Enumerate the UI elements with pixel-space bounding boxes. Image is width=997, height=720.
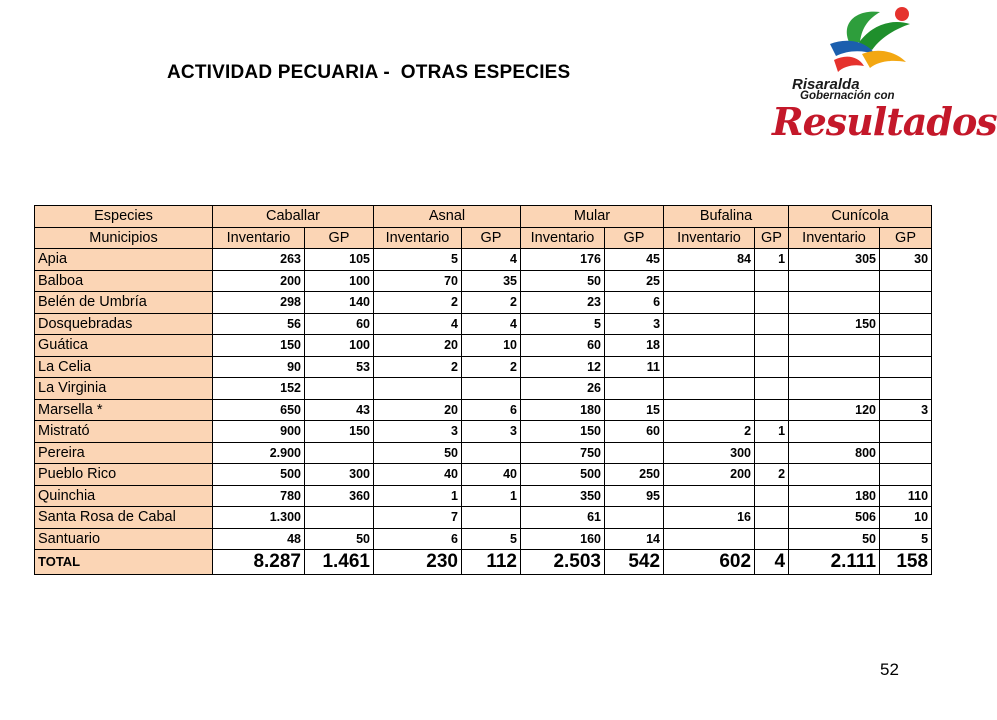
value-cell: 750: [521, 442, 605, 464]
value-cell: 95: [605, 485, 664, 507]
total-value-cell: 230: [374, 550, 462, 575]
municipality-cell: La Celia: [35, 356, 213, 378]
value-cell: 900: [213, 421, 305, 443]
value-cell: [305, 442, 374, 464]
value-cell: 40: [374, 464, 462, 486]
value-cell: [664, 378, 755, 400]
value-cell: 150: [213, 335, 305, 357]
municipality-cell: Dosquebradas: [35, 313, 213, 335]
table-row: [35, 249, 932, 271]
value-cell: 15: [605, 399, 664, 421]
value-cell: 1: [374, 485, 462, 507]
value-cell: 2: [755, 464, 789, 486]
table-body: [35, 249, 932, 575]
value-cell: [755, 442, 789, 464]
value-cell: 20: [374, 399, 462, 421]
value-cell: 2: [462, 292, 521, 314]
value-cell: 26: [521, 378, 605, 400]
value-cell: 1: [462, 485, 521, 507]
table-row: [35, 421, 932, 443]
value-cell: 4: [462, 313, 521, 335]
table-row: [35, 464, 932, 486]
table-row: [35, 292, 932, 314]
table-row: [35, 507, 932, 529]
value-cell: [755, 507, 789, 529]
value-cell: [664, 399, 755, 421]
header-sub: Inventario: [374, 227, 462, 249]
value-cell: [664, 270, 755, 292]
value-cell: 180: [789, 485, 880, 507]
value-cell: [755, 313, 789, 335]
total-value-cell: 542: [605, 550, 664, 575]
total-value-cell: 112: [462, 550, 521, 575]
value-cell: [605, 442, 664, 464]
header-sub: GP: [755, 227, 789, 249]
value-cell: [755, 335, 789, 357]
value-cell: 60: [521, 335, 605, 357]
value-cell: 25: [605, 270, 664, 292]
value-cell: [789, 270, 880, 292]
value-cell: [789, 335, 880, 357]
value-cell: [755, 528, 789, 550]
logo-line-resultados: Resultados: [772, 99, 997, 144]
table-row: [35, 399, 932, 421]
value-cell: 84: [664, 249, 755, 271]
value-cell: [664, 335, 755, 357]
value-cell: [880, 378, 932, 400]
value-cell: [755, 270, 789, 292]
value-cell: 150: [521, 421, 605, 443]
table-row: [35, 356, 932, 378]
total-row: [35, 550, 932, 575]
value-cell: 780: [213, 485, 305, 507]
value-cell: 18: [605, 335, 664, 357]
value-cell: 35: [462, 270, 521, 292]
value-cell: 5: [462, 528, 521, 550]
value-cell: 120: [789, 399, 880, 421]
table-header: [35, 206, 932, 249]
table-row: [35, 442, 932, 464]
municipality-cell: Apia: [35, 249, 213, 271]
value-cell: 50: [374, 442, 462, 464]
header-sub: Inventario: [521, 227, 605, 249]
value-cell: 2: [664, 421, 755, 443]
table-row: [35, 270, 932, 292]
value-cell: 61: [521, 507, 605, 529]
value-cell: 5: [880, 528, 932, 550]
value-cell: [755, 378, 789, 400]
value-cell: 152: [213, 378, 305, 400]
value-cell: 45: [605, 249, 664, 271]
value-cell: 56: [213, 313, 305, 335]
municipality-cell: Pereira: [35, 442, 213, 464]
value-cell: [789, 356, 880, 378]
value-cell: [755, 399, 789, 421]
value-cell: [880, 313, 932, 335]
value-cell: 160: [521, 528, 605, 550]
header-sub: GP: [462, 227, 521, 249]
municipality-cell: Santa Rosa de Cabal: [35, 507, 213, 529]
value-cell: 48: [213, 528, 305, 550]
header-group: Bufalina: [664, 206, 789, 228]
value-cell: 6: [605, 292, 664, 314]
value-cell: 2: [374, 356, 462, 378]
value-cell: [605, 378, 664, 400]
municipality-cell: Marsella *: [35, 399, 213, 421]
value-cell: 14: [605, 528, 664, 550]
value-cell: 5: [374, 249, 462, 271]
value-cell: 350: [521, 485, 605, 507]
value-cell: 16: [664, 507, 755, 529]
value-cell: 40: [462, 464, 521, 486]
municipality-cell: Mistrató: [35, 421, 213, 443]
value-cell: [664, 356, 755, 378]
header-sub: Inventario: [789, 227, 880, 249]
value-cell: [664, 313, 755, 335]
header-sub: GP: [305, 227, 374, 249]
table-row: [35, 378, 932, 400]
header-especies: Especies: [35, 206, 213, 228]
value-cell: 3: [374, 421, 462, 443]
value-cell: 50: [521, 270, 605, 292]
value-cell: 500: [521, 464, 605, 486]
livestock-table: [34, 205, 932, 575]
value-cell: 43: [305, 399, 374, 421]
value-cell: 140: [305, 292, 374, 314]
logo-line-risaralda: Risaralda: [792, 76, 860, 93]
header-group: Asnal: [374, 206, 521, 228]
value-cell: [880, 270, 932, 292]
value-cell: 250: [605, 464, 664, 486]
value-cell: 70: [374, 270, 462, 292]
total-value-cell: 4: [755, 550, 789, 575]
value-cell: [880, 356, 932, 378]
value-cell: 11: [605, 356, 664, 378]
value-cell: 360: [305, 485, 374, 507]
logo-line-gobernacion: Gobernación con: [800, 90, 895, 102]
header-sub: GP: [880, 227, 932, 249]
value-cell: [462, 507, 521, 529]
value-cell: 7: [374, 507, 462, 529]
value-cell: [789, 464, 880, 486]
value-cell: 2: [462, 356, 521, 378]
value-cell: 200: [664, 464, 755, 486]
header-municipios: Municipios: [35, 227, 213, 249]
value-cell: 100: [305, 270, 374, 292]
value-cell: [880, 421, 932, 443]
value-cell: [789, 378, 880, 400]
page-title: ACTIVIDAD PECUARIA - OTRAS ESPECIES: [167, 62, 571, 83]
value-cell: 506: [789, 507, 880, 529]
value-cell: 500: [213, 464, 305, 486]
value-cell: 50: [305, 528, 374, 550]
value-cell: 300: [305, 464, 374, 486]
table-row: [35, 528, 932, 550]
value-cell: 10: [462, 335, 521, 357]
header-group: Mular: [521, 206, 664, 228]
value-cell: [755, 485, 789, 507]
value-cell: 176: [521, 249, 605, 271]
value-cell: 2.900: [213, 442, 305, 464]
header-sub: GP: [605, 227, 664, 249]
municipality-cell: La Virginia: [35, 378, 213, 400]
sub-header-row: [35, 227, 932, 249]
value-cell: [789, 292, 880, 314]
total-value-cell: 158: [880, 550, 932, 575]
value-cell: [305, 378, 374, 400]
value-cell: [374, 378, 462, 400]
value-cell: 150: [305, 421, 374, 443]
total-value-cell: 2.503: [521, 550, 605, 575]
total-value-cell: 2.111: [789, 550, 880, 575]
header-sub: Inventario: [213, 227, 305, 249]
value-cell: [664, 485, 755, 507]
value-cell: 23: [521, 292, 605, 314]
municipality-cell: Balboa: [35, 270, 213, 292]
table-row: [35, 485, 932, 507]
value-cell: 105: [305, 249, 374, 271]
value-cell: 6: [462, 399, 521, 421]
value-cell: 200: [213, 270, 305, 292]
municipality-cell: Guática: [35, 335, 213, 357]
value-cell: 30: [880, 249, 932, 271]
value-cell: 10: [880, 507, 932, 529]
value-cell: 298: [213, 292, 305, 314]
value-cell: 305: [789, 249, 880, 271]
value-cell: [880, 464, 932, 486]
value-cell: 12: [521, 356, 605, 378]
value-cell: [880, 292, 932, 314]
value-cell: [880, 335, 932, 357]
municipality-cell: Quinchia: [35, 485, 213, 507]
value-cell: 3: [462, 421, 521, 443]
value-cell: 1: [755, 249, 789, 271]
value-cell: 1.300: [213, 507, 305, 529]
total-label: TOTAL: [35, 550, 213, 575]
value-cell: 4: [462, 249, 521, 271]
value-cell: 800: [789, 442, 880, 464]
value-cell: 100: [305, 335, 374, 357]
total-value-cell: 1.461: [305, 550, 374, 575]
table-row: [35, 313, 932, 335]
value-cell: 263: [213, 249, 305, 271]
header-sub: Inventario: [664, 227, 755, 249]
value-cell: 5: [521, 313, 605, 335]
value-cell: [664, 292, 755, 314]
risaralda-logo: [770, 4, 997, 144]
value-cell: 6: [374, 528, 462, 550]
group-header-row: [35, 206, 932, 228]
value-cell: [305, 507, 374, 529]
municipality-cell: Pueblo Rico: [35, 464, 213, 486]
page-number: 52: [880, 660, 899, 679]
value-cell: 53: [305, 356, 374, 378]
header-group: Caballar: [213, 206, 374, 228]
value-cell: 20: [374, 335, 462, 357]
value-cell: 4: [374, 313, 462, 335]
municipality-cell: Santuario: [35, 528, 213, 550]
value-cell: 150: [789, 313, 880, 335]
value-cell: 1: [755, 421, 789, 443]
value-cell: [880, 442, 932, 464]
logo-figure-icon: [810, 4, 920, 84]
value-cell: [664, 528, 755, 550]
value-cell: 50: [789, 528, 880, 550]
value-cell: 3: [605, 313, 664, 335]
value-cell: 110: [880, 485, 932, 507]
total-value-cell: 8.287: [213, 550, 305, 575]
table-row: [35, 335, 932, 357]
value-cell: 90: [213, 356, 305, 378]
value-cell: [462, 442, 521, 464]
value-cell: 650: [213, 399, 305, 421]
value-cell: 180: [521, 399, 605, 421]
municipality-cell: Belén de Umbría: [35, 292, 213, 314]
value-cell: 3: [880, 399, 932, 421]
value-cell: 60: [305, 313, 374, 335]
value-cell: [789, 421, 880, 443]
value-cell: [605, 507, 664, 529]
value-cell: 300: [664, 442, 755, 464]
header-group: Cunícola: [789, 206, 932, 228]
value-cell: [755, 292, 789, 314]
value-cell: 2: [374, 292, 462, 314]
total-value-cell: 602: [664, 550, 755, 575]
value-cell: [462, 378, 521, 400]
value-cell: 60: [605, 421, 664, 443]
value-cell: [755, 356, 789, 378]
